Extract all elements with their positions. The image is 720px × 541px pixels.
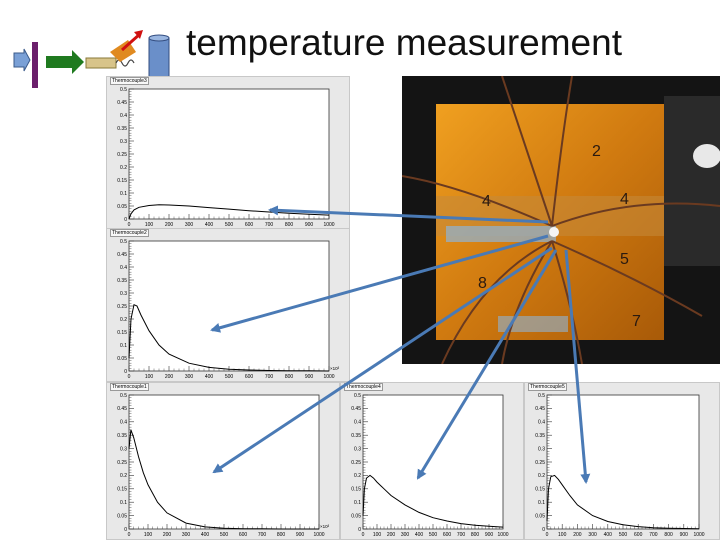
x-tick-label: 100 [144, 374, 154, 380]
x-tick-label: 300 [181, 532, 191, 538]
y-tick-label: 0.15 [117, 177, 127, 184]
y-tick-label: 0.2 [120, 473, 127, 480]
x-tick-label: 700 [264, 222, 274, 228]
y-tick-label: 0.35 [535, 433, 545, 439]
y-tick-label: 0.2 [538, 473, 545, 480]
y-tick-label: 0.35 [117, 125, 127, 132]
chart-panel-thermocouple3 [106, 76, 350, 230]
cylinder-icon [149, 38, 169, 80]
plot-frame [129, 241, 329, 371]
y-tick-label: 0.05 [535, 513, 545, 520]
y-tick-label: 0.25 [535, 459, 545, 466]
y-tick-label: 0.35 [117, 277, 127, 284]
x-tick-label: 800 [276, 532, 286, 538]
x-tick-label: 0 [127, 222, 131, 228]
left-arrow-icon [14, 49, 30, 71]
y-tick-label: 0.35 [117, 433, 127, 439]
photo-label: 4 [482, 193, 491, 210]
plot-frame [129, 89, 329, 219]
x-tick-label: 200 [164, 222, 174, 228]
y-tick-label: 0.05 [117, 203, 127, 210]
x-tick-label: 700 [264, 374, 274, 380]
y-tick-label: 0.25 [117, 151, 127, 158]
y-tick-label: 0.3 [538, 446, 545, 453]
y-tick-label: 0.4 [120, 264, 127, 271]
y-tick-label: 0.4 [120, 112, 127, 119]
y-tick-label: 0.15 [351, 486, 361, 493]
chart-panel-thermocouple2 [106, 228, 350, 382]
y-tick-label: 0 [124, 368, 127, 375]
y-tick-label: 0.45 [117, 251, 127, 258]
x-tick-label: 1000 [693, 532, 705, 538]
plot-frame [129, 395, 319, 529]
y-tick-label: 0.1 [120, 190, 127, 197]
y-tick-label: 0.05 [351, 513, 361, 520]
x-tick-label: 100 [372, 532, 382, 538]
x-tick-label: 900 [304, 374, 314, 380]
x-tick-label: 200 [386, 532, 396, 538]
y-tick-label: 0.5 [538, 392, 545, 399]
x-tick-label: 600 [442, 532, 452, 538]
x-tick-label: 600 [244, 222, 254, 228]
x-tick-label: 1000 [323, 222, 335, 228]
y-tick-label: 0.1 [354, 500, 361, 506]
y-tick-label: 0.3 [120, 290, 127, 297]
x-tick-label: 900 [679, 532, 688, 538]
y-tick-label: 0.1 [120, 500, 127, 506]
x-tick-label: 200 [573, 532, 582, 538]
x-tick-label: 700 [649, 532, 658, 538]
y-tick-label: 0.4 [120, 419, 127, 426]
y-tick-label: 0.15 [117, 486, 127, 493]
x-tick-label: 500 [618, 532, 628, 538]
x-tick-label: 600 [244, 374, 254, 380]
chart-svg [525, 383, 720, 541]
x-tick-label: 800 [664, 532, 673, 538]
chart-title: Thermocouple3 [112, 78, 147, 84]
x-tick-label: 0 [127, 532, 131, 538]
chart-panel-thermocouple4 [340, 382, 524, 540]
chart-panel-thermocouple5 [524, 382, 720, 540]
x-tick-label: 1000 [323, 374, 335, 380]
photo-label: 8 [478, 275, 487, 292]
y-tick-label: 0.35 [351, 433, 361, 439]
thermocouple-photo [402, 76, 720, 364]
y-tick-label: 0 [542, 526, 545, 533]
x-tick-label: 300 [184, 374, 194, 380]
y-tick-label: 0.25 [351, 459, 361, 466]
x-tick-label: 200 [162, 532, 172, 538]
y-tick-label: 0 [124, 216, 127, 223]
x-tick-label: 800 [284, 222, 294, 228]
photo-label: 4 [620, 191, 629, 208]
page-title: temperature measurement [186, 22, 622, 63]
y-tick-label: 0.45 [535, 406, 545, 413]
chart-title: Thermocouple5 [530, 384, 565, 390]
y-tick-label: 0.3 [120, 446, 127, 453]
x-tick-label: 400 [204, 222, 214, 228]
purple-bar-icon [32, 42, 38, 88]
x-tick-label: 0 [361, 532, 365, 538]
x-tick-label: 0 [127, 374, 131, 380]
y-tick-label: 0.1 [120, 342, 127, 349]
x-tick-label: 400 [603, 532, 612, 538]
y-tick-label: 0.5 [120, 392, 127, 399]
x-tick-label: 300 [184, 222, 194, 228]
x-tick-label: 700 [257, 532, 267, 538]
x-tick-label: 100 [558, 532, 567, 538]
x-tick-label: 300 [400, 532, 410, 538]
y-tick-label: 0.2 [120, 164, 127, 171]
y-tick-label: 0.45 [117, 406, 127, 413]
x-exponent-label: ×10³ [320, 524, 330, 529]
y-tick-label: 0.25 [117, 303, 127, 310]
y-tick-label: 0.3 [354, 446, 361, 453]
chart-panel-thermocouple1 [106, 382, 340, 540]
chart-svg [107, 229, 351, 383]
plot-frame [547, 395, 699, 529]
plot-frame [363, 395, 503, 529]
photo-illustration [402, 76, 720, 364]
y-tick-label: 0.15 [535, 486, 545, 493]
x-tick-label: 1000 [497, 532, 509, 538]
photo-label: 5 [620, 251, 629, 268]
y-tick-label: 0.2 [354, 473, 361, 480]
x-tick-label: 900 [304, 222, 314, 228]
chart-svg [107, 383, 341, 541]
y-tick-label: 0.5 [120, 238, 127, 245]
chart-svg [107, 77, 351, 231]
x-tick-label: 0 [545, 532, 549, 538]
x-tick-label: 500 [428, 532, 438, 538]
wave-icon [116, 60, 134, 66]
x-tick-label: 100 [143, 532, 153, 538]
chart-svg [341, 383, 525, 541]
photo-label: 7 [632, 313, 641, 330]
x-tick-label: 500 [224, 222, 234, 228]
x-tick-label: 100 [144, 222, 154, 228]
y-tick-label: 0.4 [538, 419, 545, 426]
y-tick-label: 0.5 [120, 86, 127, 93]
x-tick-label: 500 [224, 374, 234, 380]
x-tick-label: 400 [200, 532, 210, 538]
x-tick-label: 900 [484, 532, 494, 538]
y-tick-label: 0.4 [354, 419, 361, 426]
photo-label: 2 [592, 143, 601, 160]
x-tick-label: 800 [284, 374, 294, 380]
y-tick-label: 0.05 [117, 513, 127, 520]
y-tick-label: 0.45 [117, 99, 127, 106]
y-tick-label: 0.3 [120, 138, 127, 145]
chart-title: Thermocouple1 [112, 384, 147, 390]
x-tick-label: 900 [295, 532, 305, 538]
x-tick-label: 200 [164, 374, 174, 380]
x-tick-label: 400 [414, 532, 424, 538]
x-exponent-label: ×10³ [330, 366, 340, 371]
x-tick-label: 1000 [313, 532, 325, 538]
y-tick-label: 0.45 [351, 406, 361, 413]
x-tick-label: 800 [470, 532, 480, 538]
chart-title: Thermocouple2 [112, 230, 147, 236]
chart-title: Thermocouple4 [346, 384, 381, 390]
photo-holder [664, 96, 720, 266]
x-tick-label: 300 [588, 532, 597, 538]
x-tick-label: 400 [204, 374, 214, 380]
x-tick-label: 700 [456, 532, 466, 538]
y-tick-label: 0.15 [117, 329, 127, 336]
y-tick-label: 0 [358, 526, 361, 533]
y-tick-label: 0 [124, 526, 127, 533]
y-tick-label: 0.25 [117, 459, 127, 466]
spring-bar-icon [86, 58, 116, 68]
y-tick-label: 0.1 [538, 500, 545, 506]
green-arrow-icon [46, 50, 84, 74]
x-tick-label: 500 [219, 532, 229, 538]
y-tick-label: 0.2 [120, 316, 127, 323]
x-tick-label: 600 [238, 532, 248, 538]
x-tick-label: 600 [634, 532, 643, 538]
y-tick-label: 0.5 [354, 392, 361, 399]
y-tick-label: 0.05 [117, 355, 127, 362]
